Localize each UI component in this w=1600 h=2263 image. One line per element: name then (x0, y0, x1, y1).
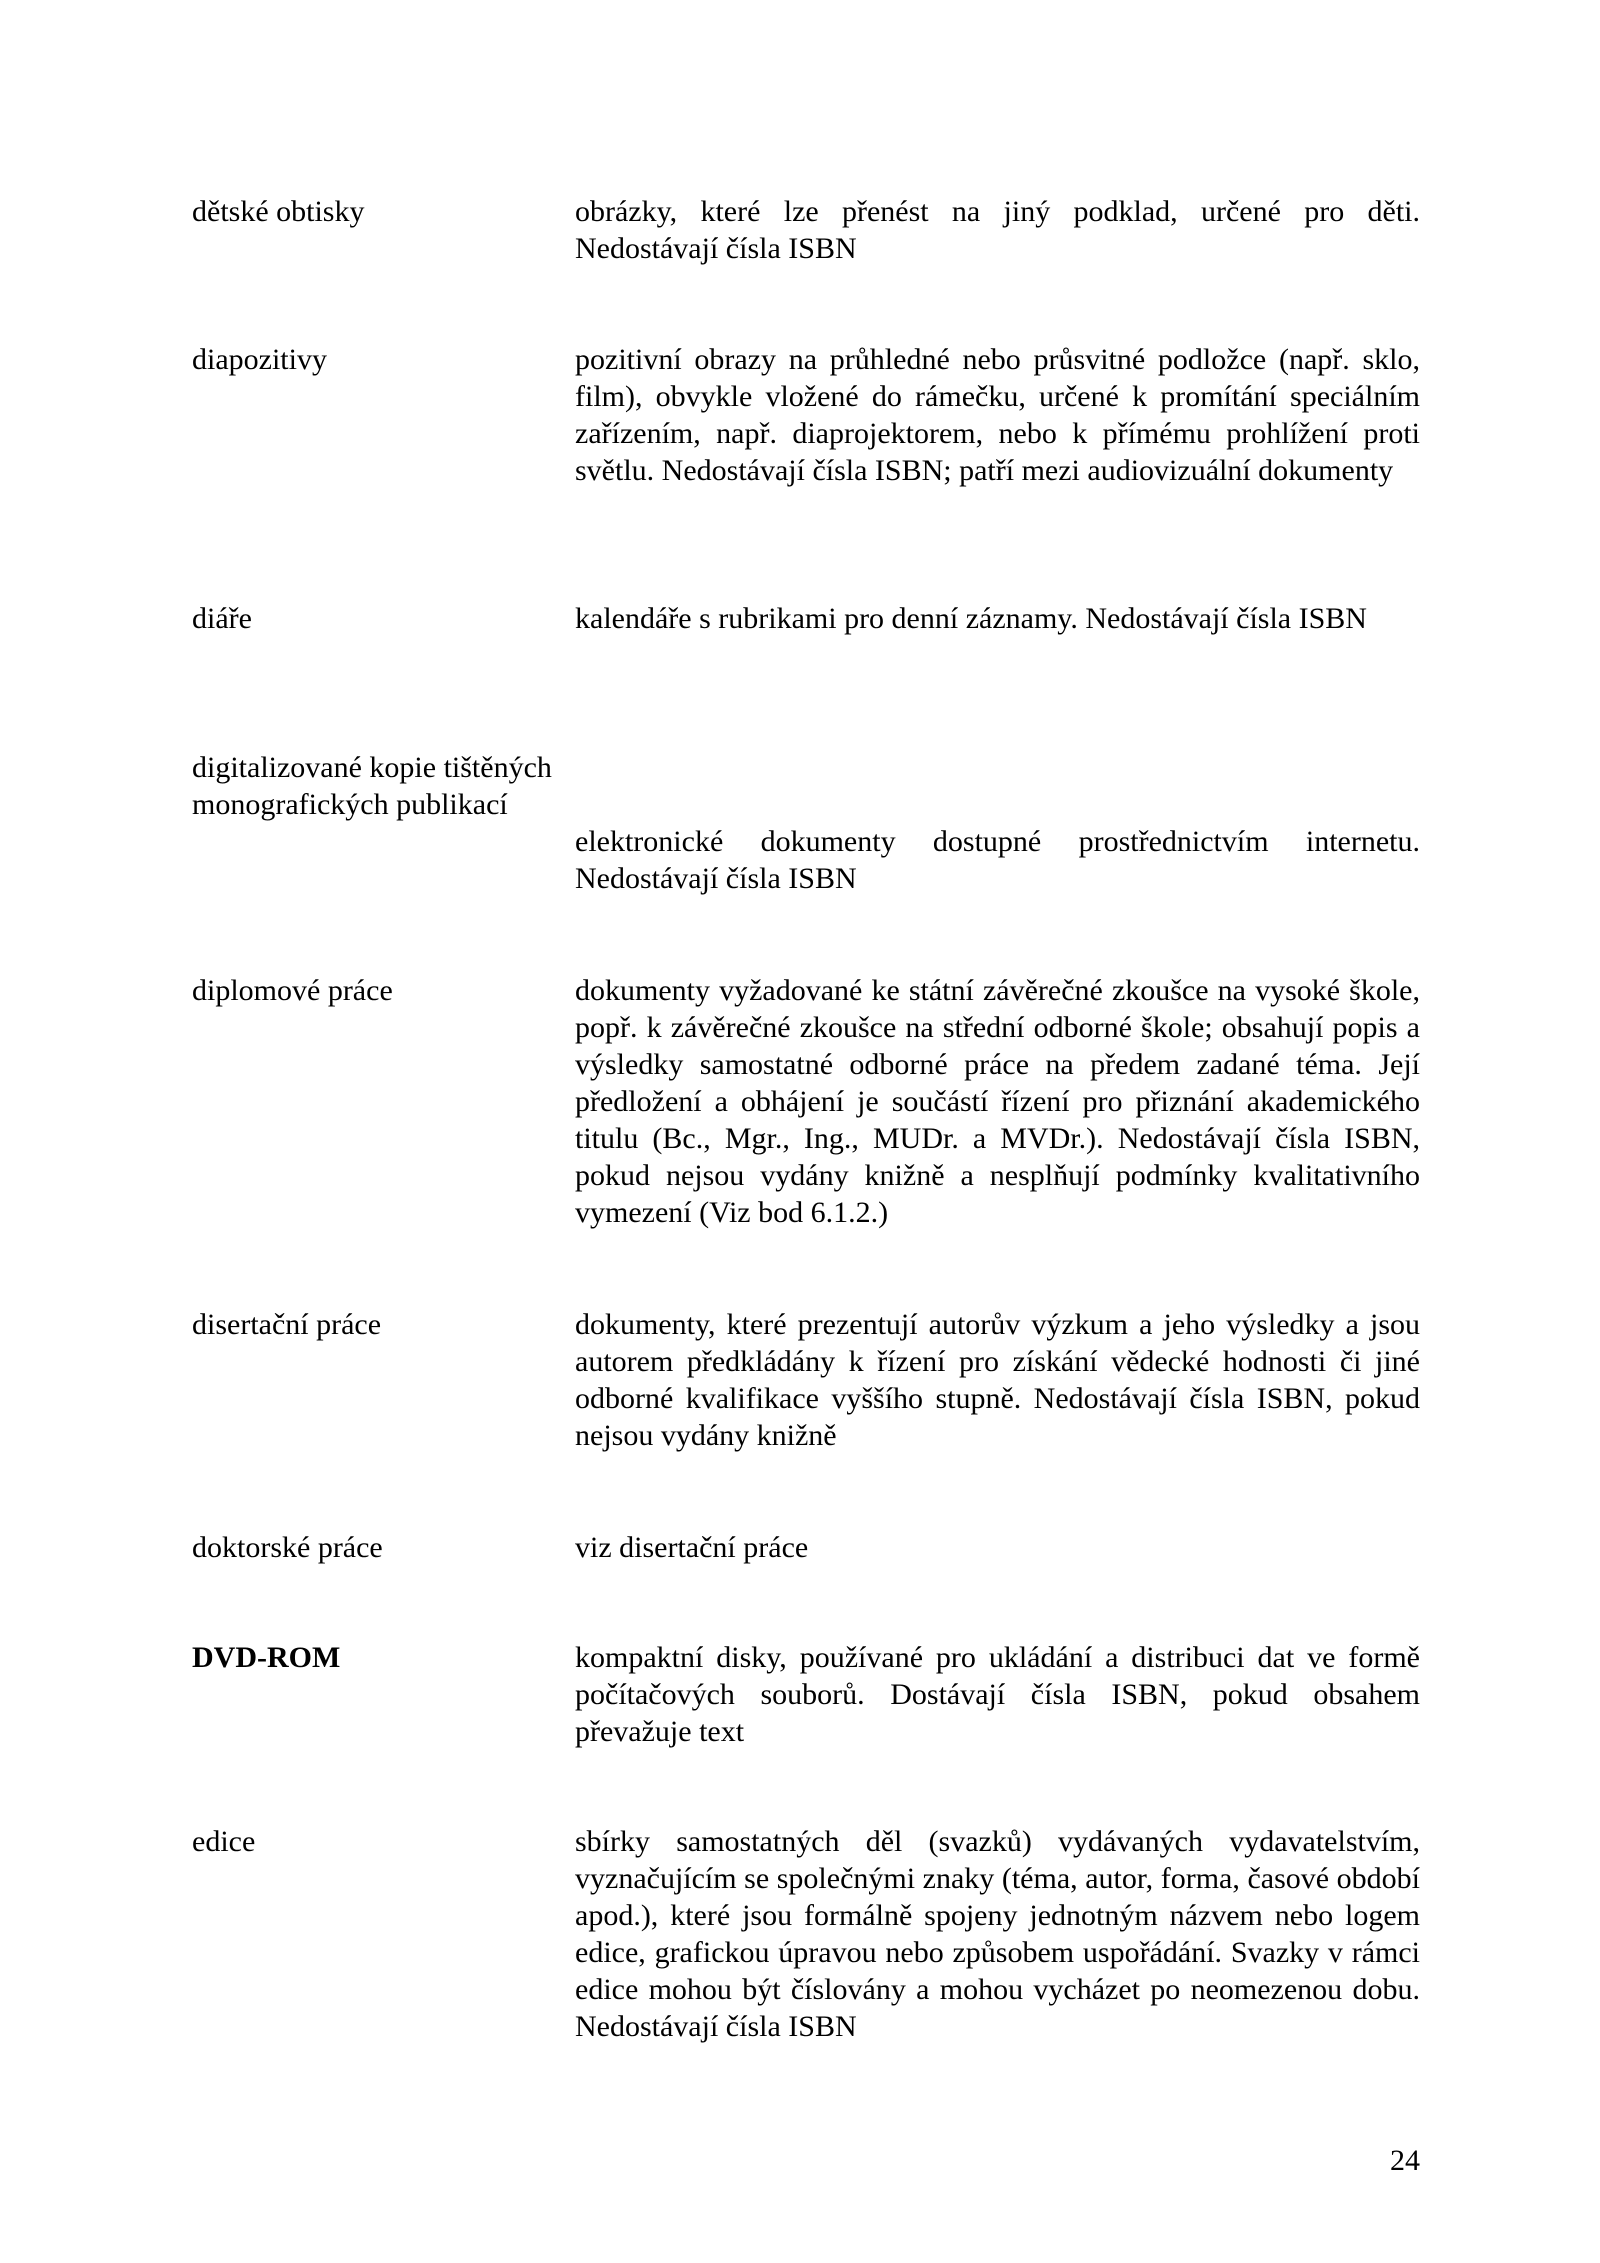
glossary-term: diáře (192, 602, 252, 635)
glossary-definition: dokumenty, které prezentují autorův výzkum a jeho výsledky a jsou autorem předkládány k řízení pro získání vědecké hodnosti či jiné odborné kvalifikace vyššího stupně. Nedostávají čísla ISBN, pokud nejsou vydány knižně (575, 1308, 1420, 1452)
page-number: 24 (1390, 2144, 1420, 2177)
glossary-definition: elektronické dokumenty dostupné prostřednictvím internetu. Nedostávají čísla ISBN (575, 825, 1420, 895)
glossary-definition: obrázky, které lze přenést na jiný podklad, určené pro děti. Nedostávají čísla ISBN (575, 195, 1420, 265)
glossary-definition: kalendáře s rubrikami pro denní záznamy. Nedostávají čísla ISBN (575, 602, 1367, 635)
glossary-definition: viz disertační práce (575, 1531, 809, 1564)
glossary-term: digitalizované kopie tištěných monografických publikací (192, 751, 552, 821)
glossary-definition: pozitivní obrazy na průhledné nebo průsvitné podložce (např. sklo, film), obvykle vložené do rámečku, určené k promítání speciálním zařízením, např. diaprojektorem, nebo k přímému prohlížení proti světlu. Nedostávají čísla ISBN; patří mezi audiovizuální dokumenty (575, 343, 1420, 487)
glossary-term: DVD-ROM (192, 1641, 341, 1674)
glossary-term: disertační práce (192, 1308, 382, 1341)
glossary-term: diapozitivy (192, 343, 327, 376)
glossary-term: diplomové práce (192, 974, 393, 1007)
glossary-definition: kompaktní disky, používané pro ukládání a distribuci dat ve formě počítačových souborů. Dostávají čísla ISBN, pokud obsahem převažuje text (575, 1641, 1420, 1748)
glossary-definition: dokumenty vyžadované ke státní závěrečné zkoušce na vysoké škole, popř. k závěrečné zkoušce na střední odborné škole; obsahují popis a výsledky samostatné odborné práce na předem zadané téma. Její předložení a obhájení je součástí řízení pro přiznání akademického titulu (Bc., Mgr., Ing., MUDr. a MVDr.). Nedostávají čísla ISBN, pokud nejsou vydány knižně a nesplňují podmínky kvalitativního vymezení (Viz bod 6.1.2.) (575, 974, 1420, 1229)
glossary-term: doktorské práce (192, 1531, 383, 1564)
glossary-term: edice (192, 1825, 256, 1858)
glossary-term: dětské obtisky (192, 195, 365, 228)
glossary-definition: sbírky samostatných děl (svazků) vydávaných vydavatelstvím, vyznačujícím se společnými znaky (téma, autor, forma, časové období apod.), které jsou formálně spojeny jednotným názvem nebo logem edice, grafickou úpravou nebo způsobem uspořádání. Svazky v rámci edice mohou být číslovány a mohou vycházet po neomezenou dobu. Nedostávají čísla ISBN (575, 1825, 1420, 2043)
